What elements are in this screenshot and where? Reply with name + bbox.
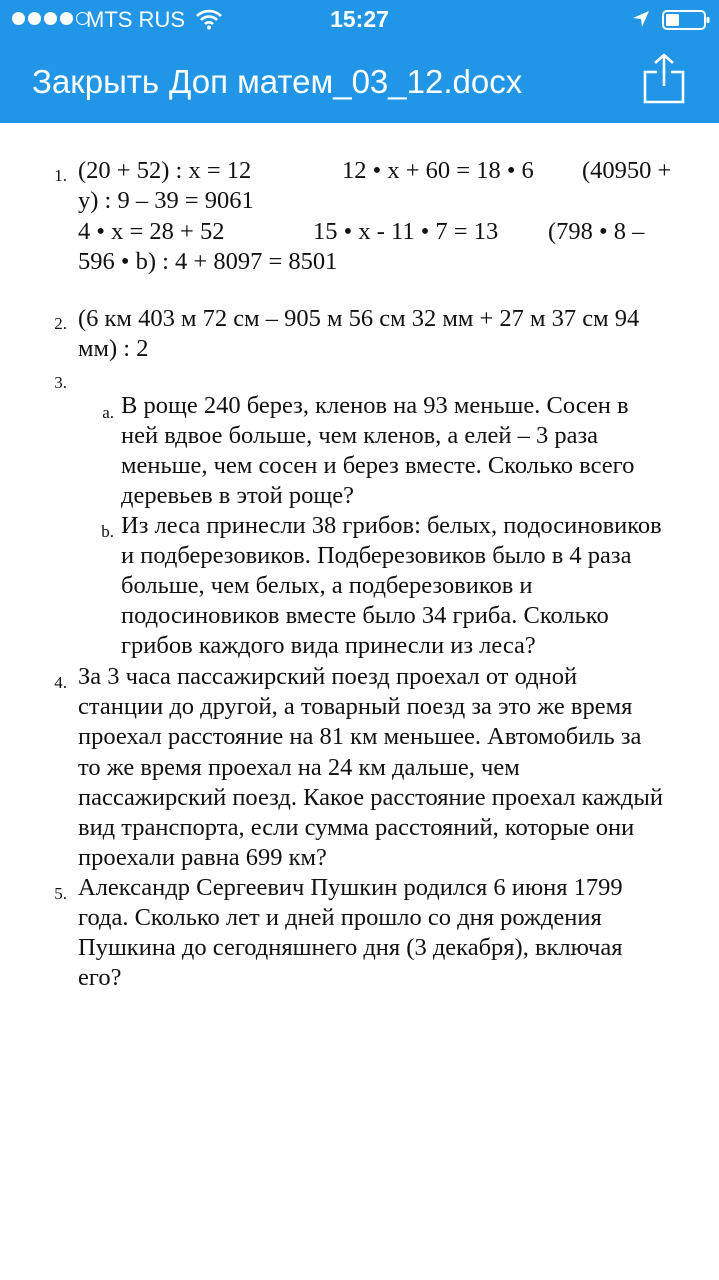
paragraph-line: деревьев в этой роще? xyxy=(121,482,354,509)
paragraph-line: меньше, чем сосен и берез вместе. Сколько всего xyxy=(121,452,635,479)
paragraph-line: пассажирский поезд. Какое расстояние проехал каждый xyxy=(78,784,663,811)
list-marker: a. xyxy=(102,403,114,422)
list-marker: 1. xyxy=(54,166,67,185)
paragraph-line: больше, чем белых, а подберезовиков и xyxy=(121,572,533,599)
paragraph-line: грибов каждого вида принесли из леса? xyxy=(121,632,536,659)
paragraph-line: подосиновиков вместе было 34 гриба. Сколько xyxy=(121,602,609,629)
paragraph-line: В роще 240 берез, кленов на 93 меньше. Сосен в xyxy=(121,392,629,419)
paragraph-line: (6 км 403 м 72 см – 905 м 56 см 32 мм + 27 м 37 см 94 xyxy=(78,305,640,332)
paragraph-line: его? xyxy=(78,964,122,991)
app-header xyxy=(0,0,719,123)
close-button[interactable]: Закрыть xyxy=(32,63,160,100)
equation-text: 596 • b) : 4 + 8097 = 8501 xyxy=(78,248,338,275)
paragraph-line: то же время проехал на 24 км дальше, чем xyxy=(78,754,520,781)
paragraph-line: ней вдвое больше, чем кленов, а елей – 3 раза xyxy=(121,422,599,449)
equation-text: 15 • x - 11 • 7 = 13 xyxy=(313,218,499,245)
equation-text: (798 • 8 – xyxy=(548,218,645,245)
paragraph-line: Из леса принесли 38 грибов: белых, подосиновиков xyxy=(121,512,662,539)
paragraph-line: и подберезовиков. Подберезовиков было в 4 раза xyxy=(121,542,632,569)
paragraph-line: Пушкина до сегодняшнего дня (3 декабря), включая xyxy=(78,934,623,961)
equation-text: 4 • x = 28 + 52 xyxy=(78,218,225,245)
battery-icon xyxy=(662,10,710,30)
paragraph-line: проехали равна 699 км? xyxy=(78,844,327,871)
document-title: Доп матем_03_12.docx xyxy=(169,63,523,100)
equation-text: (20 + 52) : x = 12 xyxy=(78,157,252,184)
paragraph-line: года. Сколько лет и дней прошло со дня рождения xyxy=(78,904,602,931)
paragraph-line: мм) : 2 xyxy=(78,335,149,362)
list-marker: b. xyxy=(101,522,114,541)
paragraph-line: станции до другой, а товарный поезд за это же время xyxy=(78,693,633,720)
paragraph-line: проехал расстояние на 81 км меньшее. Автомобиль за xyxy=(78,723,642,750)
list-marker: 3. xyxy=(54,373,67,392)
list-marker: 2. xyxy=(54,314,67,333)
equation-text: (40950 + xyxy=(582,157,672,184)
equation-text: y) : 9 – 39 = 9061 xyxy=(78,187,254,214)
list-marker: 5. xyxy=(54,884,67,903)
nav-bar xyxy=(0,40,719,123)
status-bar xyxy=(0,0,719,40)
list-marker: 4. xyxy=(54,673,67,692)
share-icon[interactable] xyxy=(641,52,687,104)
equation-text: 12 • x + 60 = 18 • 6 xyxy=(342,157,534,184)
location-arrow-icon xyxy=(632,10,650,28)
paragraph-line: За 3 часа пассажирский поезд проехал от одной xyxy=(78,663,578,690)
document-body xyxy=(0,123,719,1280)
paragraph-line: вид транспорта, если сумма расстояний, которые они xyxy=(78,814,635,841)
status-time: 15:27 xyxy=(330,6,389,32)
paragraph-line: Александр Сергеевич Пушкин родился 6 июня 1799 xyxy=(78,874,623,901)
carrier-name: MTS RUS xyxy=(86,7,185,32)
